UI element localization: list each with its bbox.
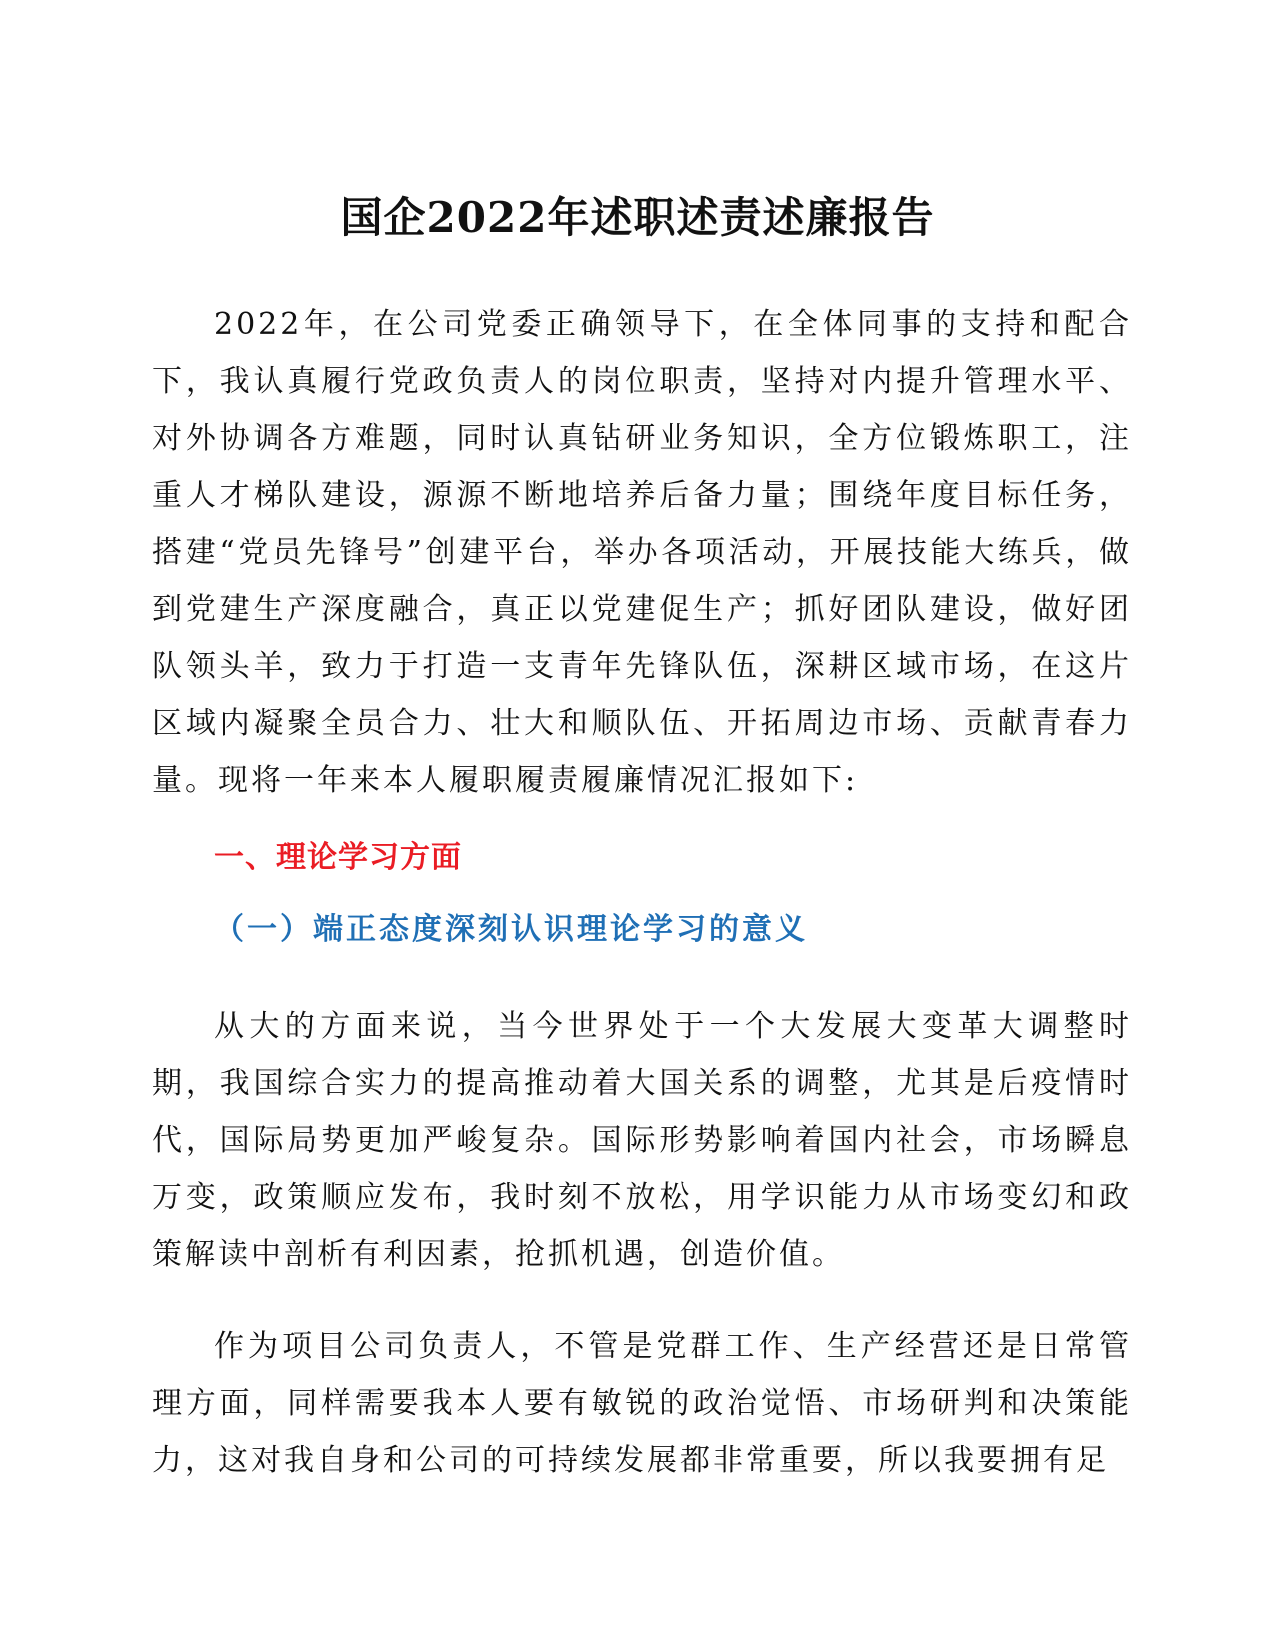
body-paragraph: 作为项目公司负责人，不管是党群工作、生产经营还是日常管理方面，同样需要我本人要有敏锐的政治觉悟、市场研判和决策能力，这对我自身和公司的可持续发展都非常重要，所以我要拥有足 bbox=[152, 1329, 1132, 1478]
document-title: 国企2022年述职述责述廉报告 bbox=[340, 193, 935, 242]
intro-paragraph: 2022年，在公司党委正确领导下，在全体同事的支持和配合下，我认真履行党政负责人的岗位职责，坚持对内提升管理水平、对外协调各方难题，同时认真钻研业务知识，全方位锻炼职工，注重人才梯队建设，源源不断地培养后备力量；围绕年度目标任务，搭建“党员先锋号”创建平台，举办各项活动，开展技能大练兵，做到党建生产深度融合，真正以党建促生产；抓好团队建设，做好团队领头羊，致力于打造一支青年先锋队伍，深耕区域市场，在这片区域内凝聚全员合力、壮大和顺队伍、开拓周边市场、贡献青春力量。现将一年来本人履职履责履廉情况汇报如下: bbox=[152, 307, 1132, 798]
body-paragraph: 从大的方面来说，当今世界处于一个大发展大变革大调整时期，我国综合实力的提高推动着大国关系的调整，尤其是后疫情时代，国际局势更加严峻复杂。国际形势影响着国内社会，市场瞬息万变，政策顺应发布，我时刻不放松，用学识能力从市场变幻和政策解读中剖析有利因素，抢抓机遇，创造价值。 bbox=[152, 1009, 1132, 1272]
subsection-heading: （一）端正态度深刻认识理论学习的意义 bbox=[214, 912, 808, 947]
section-heading: 一、理论学习方面 bbox=[214, 840, 462, 875]
